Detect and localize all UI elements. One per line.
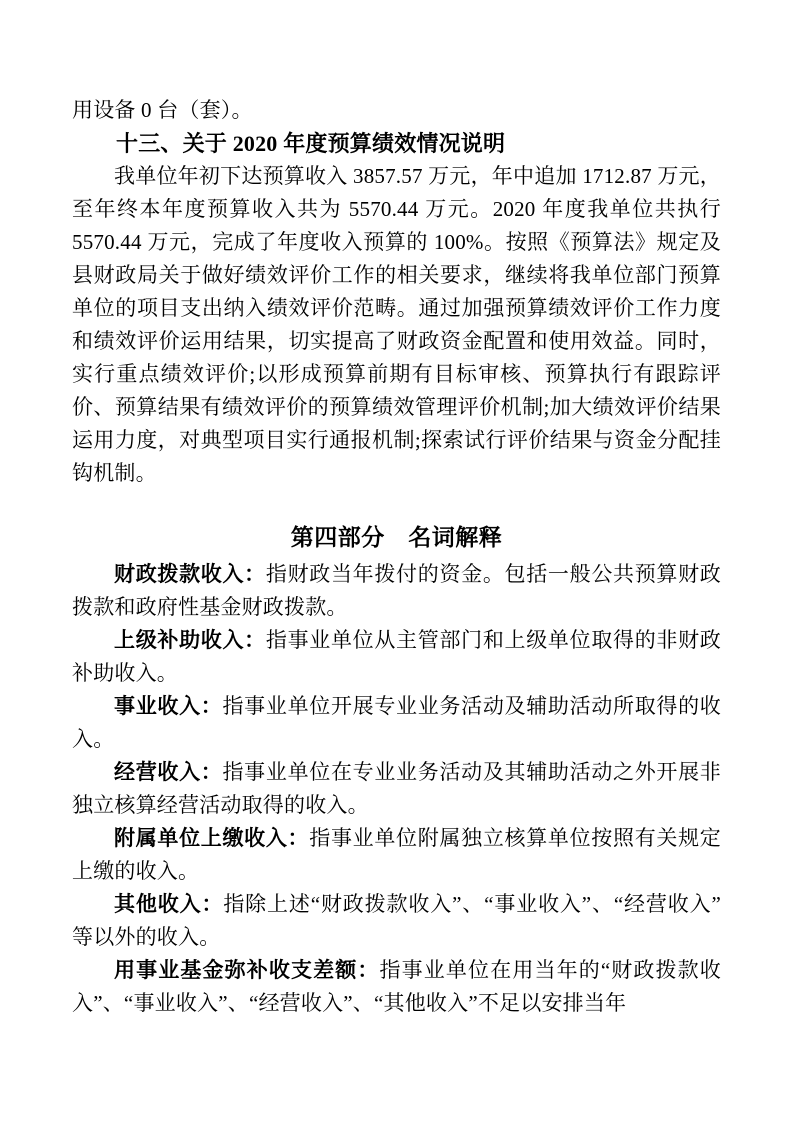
definition-term: 上级补助收入： bbox=[114, 628, 266, 652]
definition-term: 其他收入： bbox=[114, 892, 224, 916]
definition-text: 指事业单位在用当年的“财政拨款收入”、“事业收入”、“经营收入”、“其他收入”不足以安排当年 bbox=[72, 958, 721, 1015]
definition-text: 指事业单位从主管部门和上级单位取得的非财政补助收入。 bbox=[72, 628, 721, 685]
definition-text: 指除上述“财政拨款收入”、“事业收入”、“经营收入”等以外的收入。 bbox=[72, 892, 721, 949]
definition-fund-balance-offset bbox=[72, 954, 721, 1020]
definition-text: 指财政当年拨付的资金。包括一般公共预算财政拨款和政府性基金财政拨款。 bbox=[72, 562, 721, 619]
definition-affiliated-unit-remittance-income bbox=[72, 822, 721, 888]
definition-operating-income bbox=[72, 756, 721, 822]
definition-term: 事业收入： bbox=[114, 694, 223, 718]
section-13-heading: 十三、关于 2020 年度预算绩效情况说明 bbox=[116, 131, 506, 156]
definition-superior-subsidy-income bbox=[72, 624, 721, 690]
definition-fiscal-appropriation-income bbox=[72, 558, 721, 624]
definition-term: 经营收入： bbox=[114, 760, 223, 784]
definition-text: 指事业单位在专业业务活动及其辅助活动之外开展非独立核算经营活动取得的收入。 bbox=[72, 760, 721, 817]
part-4-title: 第四部分 名词解释 bbox=[290, 525, 503, 550]
definition-term: 附属单位上缴收入： bbox=[114, 826, 310, 850]
definition-text: 指事业单位附属独立核算单位按照有关规定上缴的收入。 bbox=[72, 826, 721, 883]
definition-institutional-income bbox=[72, 690, 721, 756]
definition-other-income bbox=[72, 888, 721, 954]
section-13-paragraph: 我单位年初下达预算收入 3857.57 万元，年中追加 1712.87 万元，至年终本年度预算收入共为 5570.44 万元。2020 年度我单位共执行 5570.44 万元，完成了年度收入预算的 100%。按照《预算法》规定及县财政局关于做好绩效评价工作的相关要求，继续将我单位部门预算单位的项目支出纳入绩效评价范畴。通过加强预算绩效评价工作力度和绩效评价运用结果，切实提高了财政资金配置和使用效益。同时，实行重点绩效评价;以形成预算前期有目标审核、预算执行有跟踪评价、预算结果有绩效评价的预算绩效管理评价机制;加大绩效评价结果运用力度，对典型项目实行通报机制;探索试行评价结果与资金分配挂钩机制。 bbox=[72, 164, 721, 485]
definition-term: 用事业基金弥补收支差额： bbox=[114, 958, 380, 982]
paragraph-continuation: 用设备 0 台（套）。 bbox=[72, 98, 253, 122]
definition-text: 指事业单位开展专业业务活动及辅助活动所取得的收入。 bbox=[72, 694, 721, 751]
definition-term: 财政拨款收入： bbox=[114, 562, 266, 586]
